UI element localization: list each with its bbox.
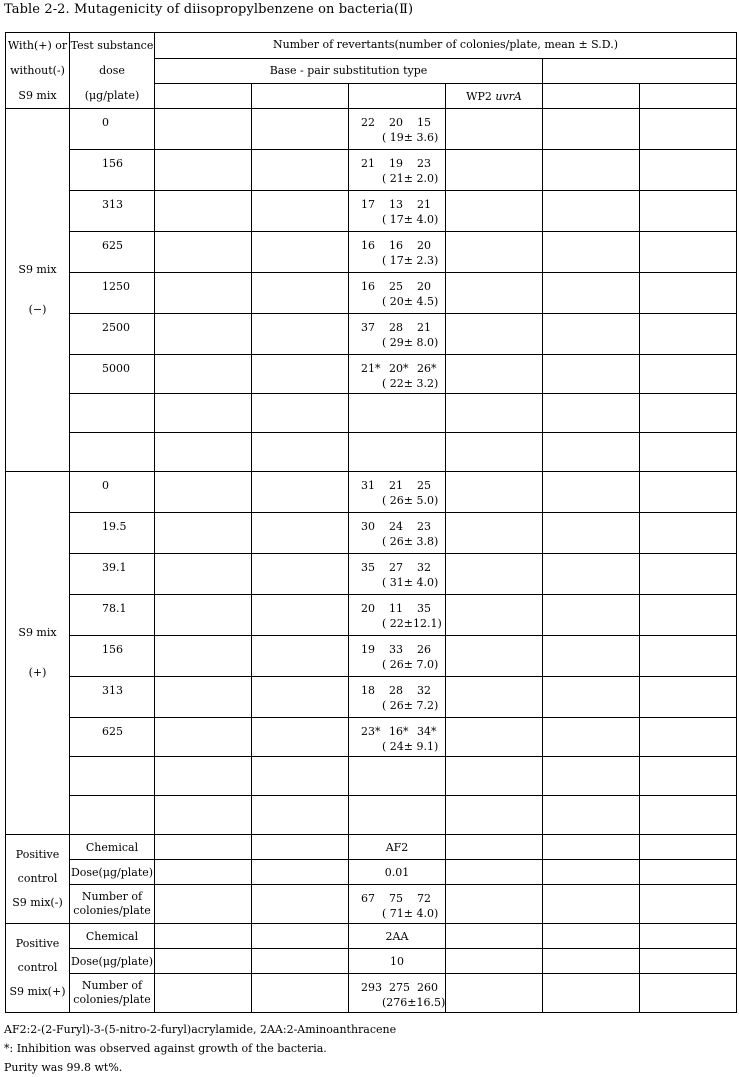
colony-count: 260 (417, 981, 438, 994)
colony-count: 13 (389, 198, 403, 211)
count-label: Number of colonies/plate (70, 885, 155, 924)
table-row (6, 835, 737, 860)
mean-sd: ( 26± 5.0) (382, 494, 439, 507)
table-row (6, 150, 737, 191)
dose-cell: 1250 (70, 273, 155, 314)
group-label: S9 mix (−) (6, 109, 70, 472)
table-row (6, 636, 737, 677)
mean-sd: ( 71± 4.0) (382, 907, 439, 920)
revertant-values (349, 273, 446, 314)
colony-counts (349, 892, 445, 905)
colony-count: 23 (417, 520, 431, 533)
chemical-label: Chemical (70, 835, 155, 860)
table-row (6, 949, 737, 974)
colony-count: 21 (417, 198, 431, 211)
table-row (6, 796, 737, 835)
colony-count: 27 (389, 561, 403, 574)
mean-sd: ( 21± 2.0) (382, 172, 439, 185)
colony-counts (349, 116, 445, 129)
colony-count: 11 (389, 602, 403, 615)
mean-sd: ( 24± 9.1) (382, 740, 439, 753)
colony-count: 31 (361, 479, 375, 492)
positive-dose: 10 (349, 949, 446, 974)
colony-count: 21 (361, 157, 375, 170)
table-row (6, 232, 737, 273)
colony-count: 25 (417, 479, 431, 492)
colony-count: 16 (361, 239, 375, 252)
mutagenicity-table (5, 32, 737, 1013)
colony-counts (349, 280, 445, 293)
table-row (6, 757, 737, 796)
colony-count: 16* (389, 725, 409, 738)
dose-cell: 5000 (70, 355, 155, 394)
colony-count: 23* (361, 725, 381, 738)
dose-cell: 19.5 (70, 513, 155, 554)
table-row (6, 595, 737, 636)
table-row (6, 513, 737, 554)
table-row (6, 314, 737, 355)
colony-count: 72 (417, 892, 431, 905)
colony-count: 37 (361, 321, 375, 334)
colony-counts (349, 157, 445, 170)
dose-cell: 156 (70, 150, 155, 191)
mean-sd: ( 17± 2.3) (382, 254, 439, 267)
dose-cell: 313 (70, 191, 155, 232)
colony-count: 28 (389, 684, 403, 697)
positive-control-label: Positive control S9 mix(-) (6, 835, 70, 924)
mean-sd: ( 31± 4.0) (382, 576, 439, 589)
colony-counts (349, 239, 445, 252)
revertant-values (349, 636, 446, 677)
mean-sd: ( 22±12.1) (382, 617, 442, 630)
table-row (6, 273, 737, 314)
revertant-values (349, 150, 446, 191)
colony-counts (349, 684, 445, 697)
colony-count: 34* (417, 725, 437, 738)
header-dose: Test substance dose (μg/plate) (70, 33, 155, 109)
revertant-values (349, 109, 446, 150)
colony-counts (349, 198, 445, 211)
colony-counts (349, 321, 445, 334)
colony-count: 26* (417, 362, 437, 375)
colony-count: 24 (389, 520, 403, 533)
table-row (6, 355, 737, 394)
colony-count: 19 (361, 643, 375, 656)
colony-count: 32 (417, 684, 431, 697)
colony-count: 26 (417, 643, 431, 656)
table-row (6, 109, 737, 150)
colony-counts (349, 602, 445, 615)
colony-counts (349, 981, 445, 994)
revertant-values (349, 355, 446, 394)
count-label: Number of colonies/plate (70, 974, 155, 1013)
dose-cell: 156 (70, 636, 155, 677)
mean-sd: ( 26± 7.2) (382, 699, 439, 712)
revertant-values (349, 191, 446, 232)
chemical-name: AF2 (349, 835, 446, 860)
colony-counts (349, 643, 445, 656)
dose-cell: 0 (70, 109, 155, 150)
dose-cell: 39.1 (70, 554, 155, 595)
colony-count: 20* (389, 362, 409, 375)
colony-counts (349, 479, 445, 492)
revertant-values (349, 472, 446, 513)
revertant-values (349, 885, 446, 924)
colony-count: 33 (389, 643, 403, 656)
table-row (6, 554, 737, 595)
chemical-label: Chemical (70, 924, 155, 949)
mean-sd: ( 22± 3.2) (382, 377, 439, 390)
colony-count: 32 (417, 561, 431, 574)
revertant-values (349, 232, 446, 273)
chemical-name: 2AA (349, 924, 446, 949)
table-row (6, 394, 737, 433)
colony-count: 23 (417, 157, 431, 170)
dose-cell: 313 (70, 677, 155, 718)
colony-count: 15 (417, 116, 431, 129)
colony-count: 28 (389, 321, 403, 334)
header-s9: With(+) or without(-) S9 mix (6, 33, 70, 109)
revertant-values (349, 314, 446, 355)
positive-control-label: Positive control S9 mix(+) (6, 924, 70, 1013)
dose-cell: 78.1 (70, 595, 155, 636)
colony-count: 18 (361, 684, 375, 697)
colony-count: 293 (361, 981, 382, 994)
positive-dose: 0.01 (349, 860, 446, 885)
colony-counts (349, 561, 445, 574)
table-row (6, 472, 737, 513)
colony-count: 67 (361, 892, 375, 905)
colony-count: 20 (417, 239, 431, 252)
dose-cell: 0 (70, 472, 155, 513)
dose-cell: 625 (70, 232, 155, 273)
table-row (6, 718, 737, 757)
dose-label: Dose(μg/plate) (70, 860, 155, 885)
colony-count: 20 (361, 602, 375, 615)
colony-count: 17 (361, 198, 375, 211)
revertant-values (349, 595, 446, 636)
colony-count: 275 (389, 981, 410, 994)
header-strain: WP2 uvrA (446, 84, 543, 109)
table-row (6, 974, 737, 1013)
dose-cell: 2500 (70, 314, 155, 355)
colony-counts (349, 725, 445, 738)
colony-counts (349, 520, 445, 533)
mean-sd: ( 19± 3.6) (382, 131, 439, 144)
colony-count: 20 (389, 116, 403, 129)
colony-count: 19 (389, 157, 403, 170)
mean-sd: ( 29± 8.0) (382, 336, 439, 349)
mean-sd: ( 26± 3.8) (382, 535, 439, 548)
dose-cell: 625 (70, 718, 155, 757)
header-base-pair: Base - pair substitution type (155, 58, 543, 84)
colony-counts (349, 362, 445, 375)
header-revertants: Number of revertants(number of colonies/plate, mean ± S.D.) (155, 33, 737, 59)
revertant-values (349, 974, 446, 1013)
colony-count: 20 (417, 280, 431, 293)
revertant-values (349, 677, 446, 718)
colony-count: 30 (361, 520, 375, 533)
revertant-values (349, 513, 446, 554)
table-row (6, 860, 737, 885)
mean-sd: (276±16.5) (382, 996, 446, 1009)
revertant-values (349, 718, 446, 757)
table-row (6, 677, 737, 718)
table-caption: Table 2-2. Mutagenicity of diisopropylbenzene on bacteria(Ⅱ) (4, 2, 414, 17)
table-row (6, 885, 737, 924)
colony-count: 21 (389, 479, 403, 492)
colony-count: 21 (417, 321, 431, 334)
colony-count: 16 (389, 239, 403, 252)
colony-count: 35 (417, 602, 431, 615)
colony-count: 21* (361, 362, 381, 375)
table-row (6, 924, 737, 949)
mean-sd: ( 20± 4.5) (382, 295, 439, 308)
colony-count: 75 (389, 892, 403, 905)
table-row (6, 191, 737, 232)
table-row (6, 433, 737, 472)
dose-label: Dose(μg/plate) (70, 949, 155, 974)
table-notes: AF2:2-(2-Furyl)-3-(5-nitro-2-furyl)acrylamide, 2AA:2-Aminoanthracene *: Inhibition was observed against growth of the bacteria. Purity was 99.8 wt%. (4, 1023, 397, 1074)
revertant-values (349, 554, 446, 595)
colony-count: 16 (361, 280, 375, 293)
colony-count: 22 (361, 116, 375, 129)
mean-sd: ( 26± 7.0) (382, 658, 439, 671)
group-label: S9 mix (+) (6, 472, 70, 835)
colony-count: 25 (389, 280, 403, 293)
mean-sd: ( 17± 4.0) (382, 213, 439, 226)
colony-count: 35 (361, 561, 375, 574)
